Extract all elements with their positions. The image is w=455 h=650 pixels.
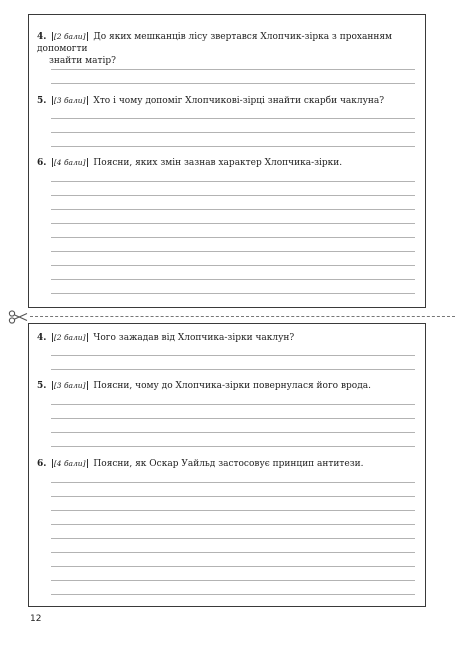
question-points: [4 бали] xyxy=(53,158,86,167)
question-number: 4. xyxy=(37,333,47,343)
answer-line[interactable] xyxy=(51,482,415,483)
answer-line[interactable] xyxy=(51,195,415,196)
answer-line[interactable] xyxy=(51,355,415,356)
question-number: 4. xyxy=(37,32,47,42)
question-points: [4 бали] xyxy=(53,459,86,468)
answer-line[interactable] xyxy=(51,538,415,539)
question-6-bottom xyxy=(37,458,417,470)
answer-line[interactable] xyxy=(51,369,415,370)
page-number: 12 xyxy=(30,614,42,624)
question-text: Поясни, як Оскар Уайльд застосовує принцип антитези. xyxy=(93,459,364,469)
answer-line[interactable] xyxy=(51,223,415,224)
answer-line[interactable] xyxy=(51,181,415,182)
answer-line[interactable] xyxy=(51,566,415,567)
question-5-top xyxy=(37,95,417,107)
answer-line[interactable] xyxy=(51,524,415,525)
answer-line[interactable] xyxy=(51,580,415,581)
question-4-top xyxy=(37,31,417,67)
answer-line[interactable] xyxy=(51,552,415,553)
answer-line[interactable] xyxy=(51,293,415,294)
answer-line[interactable] xyxy=(51,146,415,147)
question-points: [2 бали] xyxy=(53,333,86,342)
answer-line[interactable] xyxy=(51,265,415,266)
question-number: 6. xyxy=(37,459,47,469)
answer-line[interactable] xyxy=(51,432,415,433)
worksheet-bottom xyxy=(28,323,426,607)
question-text: Чого зажадав від Хлопчика-зірки чаклун? xyxy=(93,333,295,343)
answer-line[interactable] xyxy=(51,496,415,497)
answer-line[interactable] xyxy=(51,594,415,595)
question-4-bottom xyxy=(37,332,417,344)
question-6-top xyxy=(37,157,417,169)
answer-line[interactable] xyxy=(51,446,415,447)
answer-line[interactable] xyxy=(51,209,415,210)
answer-line[interactable] xyxy=(51,404,415,405)
question-text-continued: знайти матір? xyxy=(49,56,116,66)
scissors-icon xyxy=(8,309,28,328)
answer-line[interactable] xyxy=(51,251,415,252)
dashed-line xyxy=(30,316,455,317)
question-5-bottom xyxy=(37,380,417,392)
answer-line[interactable] xyxy=(51,132,415,133)
question-points: [3 бали] xyxy=(53,96,86,105)
answer-line[interactable] xyxy=(51,418,415,419)
answer-line[interactable] xyxy=(51,83,415,84)
answer-line[interactable] xyxy=(51,510,415,511)
answer-line[interactable] xyxy=(51,279,415,280)
question-text: До яких мешканців лісу звертався Хлопчик-зірка з проханням допомогти xyxy=(37,32,392,54)
answer-line[interactable] xyxy=(51,69,415,70)
answer-line[interactable] xyxy=(51,118,415,119)
question-points: [3 бали] xyxy=(53,381,86,390)
question-points: [2 бали] xyxy=(53,32,86,41)
question-number: 5. xyxy=(37,96,47,106)
answer-line[interactable] xyxy=(51,237,415,238)
cut-line xyxy=(8,314,455,320)
question-number: 6. xyxy=(37,158,47,168)
question-text: Хто і чому допоміг Хлопчикові-зірці знайти скарби чаклуна? xyxy=(93,96,385,106)
worksheet-top xyxy=(28,14,426,308)
question-text: Поясни, чому до Хлопчика-зірки повернулася його врода. xyxy=(93,381,371,391)
question-text: Поясни, яких змін зазнав характер Хлопчика-зірки. xyxy=(93,158,343,168)
question-number: 5. xyxy=(37,381,47,391)
